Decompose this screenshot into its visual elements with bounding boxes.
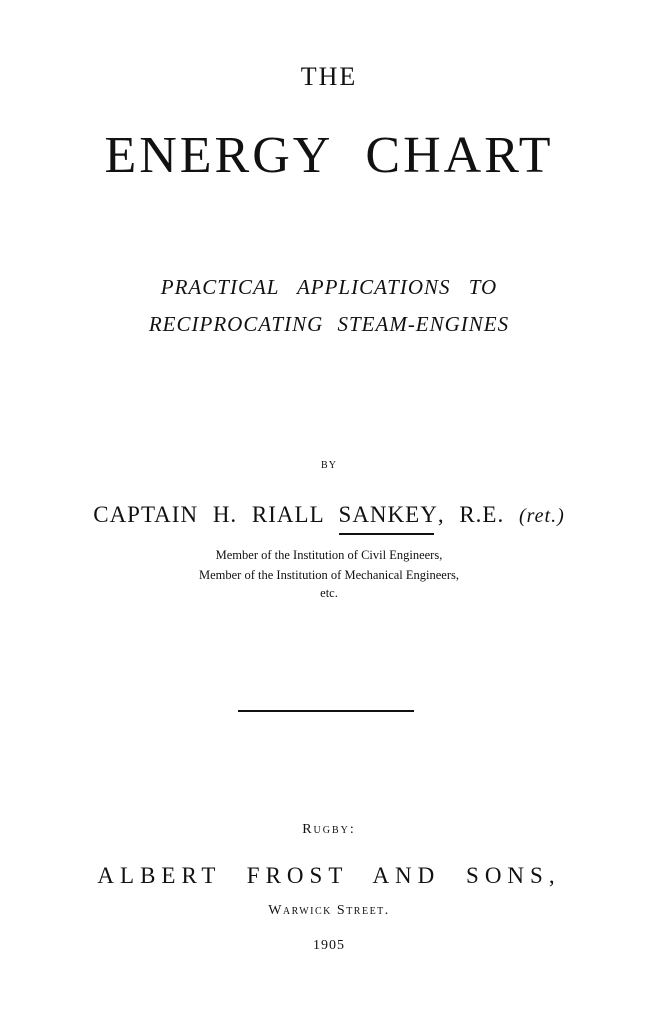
author-prefix: CAPTAIN H. RIALL [93, 502, 324, 527]
publisher-name: ALBERT FROST AND SONS, [97, 863, 561, 888]
author-surname-wrap [339, 502, 438, 527]
author-surname: SANKEY [338, 502, 438, 527]
publication-year: 1905 [313, 938, 345, 953]
author-retired: (ret.) [518, 505, 565, 527]
surname-underline-mark [339, 533, 434, 535]
publisher-city: Rugby: [302, 822, 356, 837]
page-title: ENERGY CHART [104, 127, 554, 184]
title-article: THE [300, 62, 358, 91]
credential-line-3: etc. [320, 586, 338, 600]
author-suffix: , R.E. [437, 502, 505, 527]
subtitle-line-1: PRACTICAL APPLICATIONS TO [160, 275, 498, 299]
by-label: BY [321, 460, 337, 471]
publisher-street: Warwick Street. [268, 903, 390, 918]
credential-line-2: Member of the Institution of Mechanical Engineers, [199, 568, 459, 582]
subtitle-line-2: RECIPROCATING STEAM-ENGINES [148, 312, 510, 336]
credential-line-1: Member of the Institution of Civil Engineers, [215, 548, 443, 562]
divider-rule [238, 710, 414, 712]
author-line [0, 503, 658, 526]
